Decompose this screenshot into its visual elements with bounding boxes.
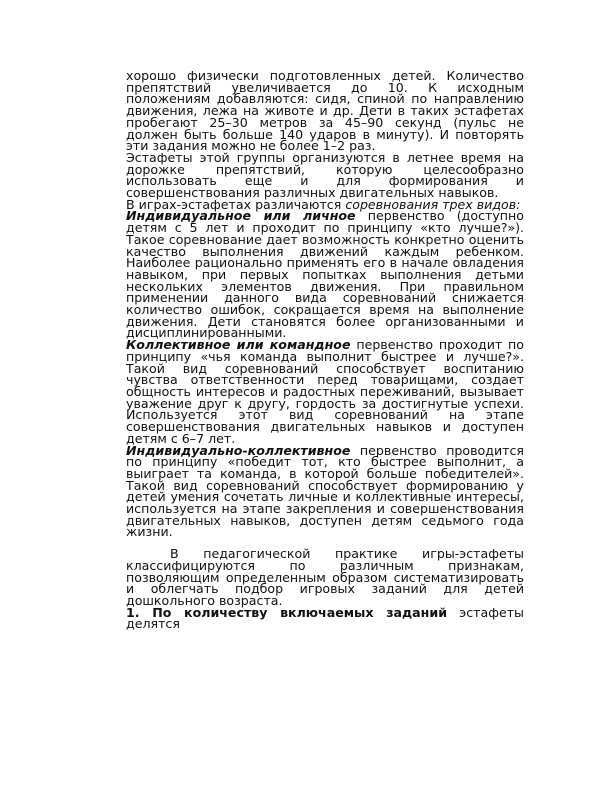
term-collective: Коллективное или командное [126,337,351,353]
paragraph-classification: В педагогической практике игры-эстафеты классифицируются по различным признакам, позволяющим определенным образом систематизировать и облегчать подбор игровых заданий для детей дошкольного возраста. [126,546,524,608]
paragraph-by-task-count [126,604,524,632]
paragraph-collective [126,339,524,444]
paragraph-summer-relays: Эстафеты этой группы организуются в летнее время на дорожке препятствий, которую целесообразно использовать еще и для формирования и совершенствования различных двигательных навыков. [126,149,524,201]
competition-types-emphasis: соревнования трех видов: [345,196,521,212]
paragraph-individual-collective [126,442,524,540]
individual-description: первенство (доступно детям с 5 лет и проходит по принципу «кто лучше?»). Такое соревнование дает возможность конкретно оценить качество выполнения движений каждым ребенком. Наиболее рационально применять его в начале овладения навыком, при первых попытках выполнения детьми нескольких элементов движения. При правильном применении данного вида соревнований снижается количество ошибок, сокращается время на выполнение движения. Дети становятся более организованными и дисциплинированными. [126,208,524,341]
individual-collective-description: первенство проводится по принципу «победит тот, кто быстрее выполнит, а выиграет та команда, в которой больше победителей». Такой вид соревнований способствует формированию у детей умения сочетать личные и коллективные интересы, используется на этапе закрепления и совершенствования двигательных навыков, доступен детям седьмого года жизни. [126,442,524,540]
paragraph-individual [126,210,524,339]
collective-description: первенство проходит по принципу «чья команда выполнит быстрее и лучше?». Такой вид соревнований способствует воспитанию чувства ответственности перед товарищами, создает общность интересов и радостных переживаний, вызывает уважение друг к другу, гордость за достигнутые успехи. Используется этот вид соревнований на этапе совершенствования двигательных навыков и доступен детям с 6–7 лет. [126,337,524,446]
competition-types-lead: В играх-эстафетах различаются [126,196,346,212]
term-individual-collective: Индивидуально-коллективное [126,442,351,458]
heading-by-task-count: 1. По количеству включаемых заданий [126,604,448,620]
by-task-count-text: эстафеты делятся [126,604,524,632]
paragraph-obstacles-intro: хорошо физически подготовленных детей. Количество препятствий увеличивается до 10. К исходным положениям добавляются: сидя, спиной по направлению движения, лежа на животе и др. Дети в таких эстафетах пробегают 25–30 метров за 45–90 секунд (пульс не должен быть больше 140 ударов в минуту). И повторять эти задания можно не более 1–2 раз. [126,68,524,154]
term-individual: Индивидуальное или личное [126,208,356,224]
